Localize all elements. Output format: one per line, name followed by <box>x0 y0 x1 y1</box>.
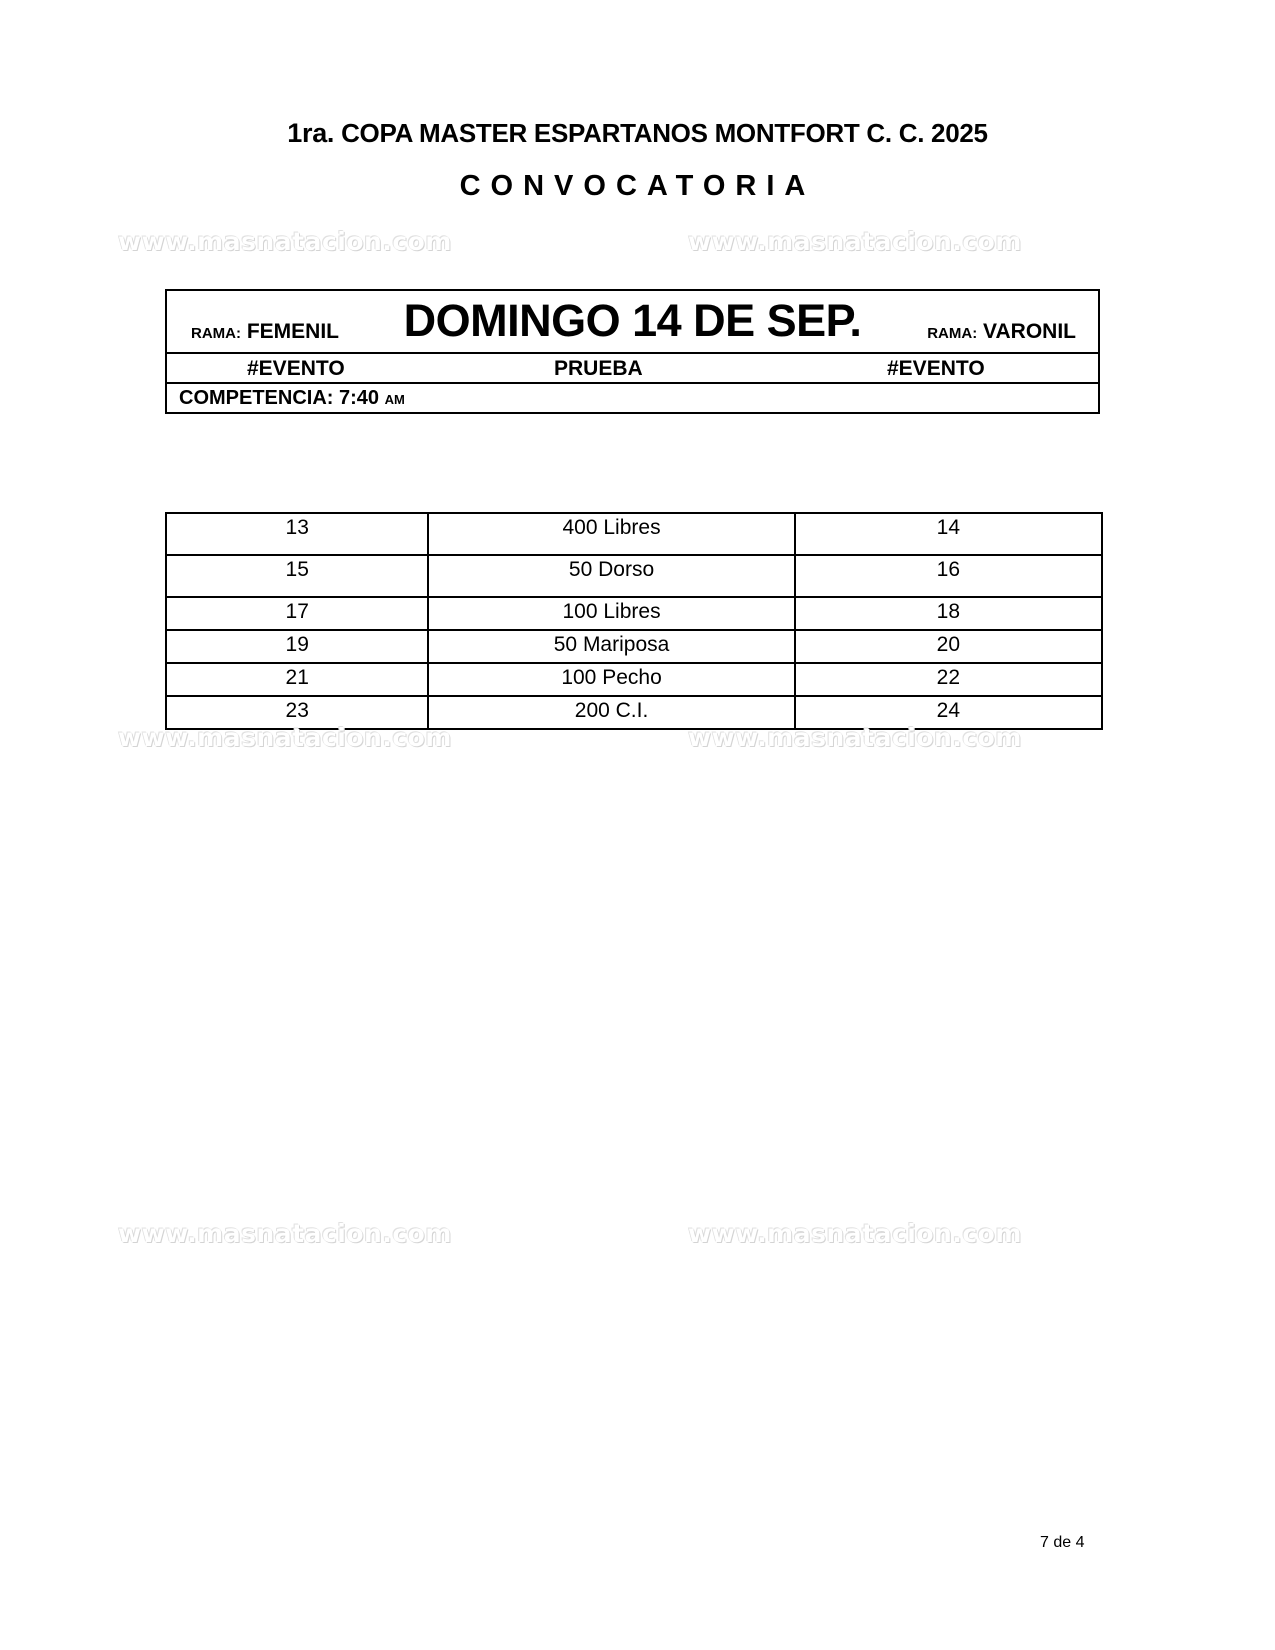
rama-label: RAMA: <box>927 325 978 342</box>
title-text: COPA MASTER ESPARTANOS MONTFORT C. C. 2025 <box>341 118 988 148</box>
column-header-row <box>166 353 1099 383</box>
event-femenil-number: 17 <box>166 597 428 630</box>
session-title-cell <box>166 290 1099 353</box>
table-row <box>166 663 1102 696</box>
watermark: www.masnatacion.com <box>118 1219 452 1248</box>
session-title-row <box>166 290 1099 353</box>
rama-femenil-value: FEMENIL <box>246 320 340 343</box>
event-prueba: 100 Pecho <box>428 663 794 696</box>
event-femenil-number: 23 <box>166 696 428 729</box>
event-varonil-number: 14 <box>795 513 1102 555</box>
event-varonil-number: 16 <box>795 555 1102 597</box>
session-header-table <box>165 289 1100 414</box>
column-header-femenil: #EVENTO <box>247 357 345 380</box>
table-row <box>166 513 1102 555</box>
column-header-varonil: #EVENTO <box>887 357 985 380</box>
document-title <box>0 118 1275 149</box>
table-row <box>166 555 1102 597</box>
events-table <box>165 512 1103 730</box>
event-varonil-number: 18 <box>795 597 1102 630</box>
rama-varonil <box>927 320 1076 344</box>
event-femenil-number: 19 <box>166 630 428 663</box>
event-varonil-number: 22 <box>795 663 1102 696</box>
event-prueba: 50 Mariposa <box>428 630 794 663</box>
session-time-cell <box>166 383 1099 413</box>
watermark: www.masnatacion.com <box>688 227 1022 256</box>
rama-label: RAMA: <box>191 325 241 342</box>
title-lead: 1ra. <box>287 118 335 148</box>
column-header-cell <box>166 353 1099 383</box>
table-row <box>166 630 1102 663</box>
session-time: COMPETENCIA: 7:40 <box>179 386 380 409</box>
watermark: www.masnatacion.com <box>118 227 452 256</box>
session-time-row <box>166 383 1099 413</box>
event-prueba: 200 C.I. <box>428 696 794 729</box>
document-subtitle: CONVOCATORIA <box>459 170 816 202</box>
watermark: www.masnatacion.com <box>688 1219 1022 1248</box>
table-row <box>166 597 1102 630</box>
column-header-prueba: PRUEBA <box>554 357 643 380</box>
event-femenil-number: 13 <box>166 513 428 555</box>
event-prueba: 50 Dorso <box>428 555 794 597</box>
rama-varonil-value: VARONIL <box>983 320 1076 343</box>
event-varonil-number: 24 <box>795 696 1102 729</box>
page-number: 7 de 4 <box>1040 1534 1085 1551</box>
session-day: DOMINGO 14 DE SEP. <box>403 295 862 346</box>
watermark: www.masnatacion.com <box>688 723 1022 752</box>
event-femenil-number: 15 <box>166 555 428 597</box>
event-varonil-number: 20 <box>795 630 1102 663</box>
watermark: www.masnatacion.com <box>118 723 452 752</box>
event-prueba: 400 Libres <box>428 513 794 555</box>
session-time-suffix: AM <box>384 391 405 407</box>
event-prueba: 100 Libres <box>428 597 794 630</box>
event-femenil-number: 21 <box>166 663 428 696</box>
